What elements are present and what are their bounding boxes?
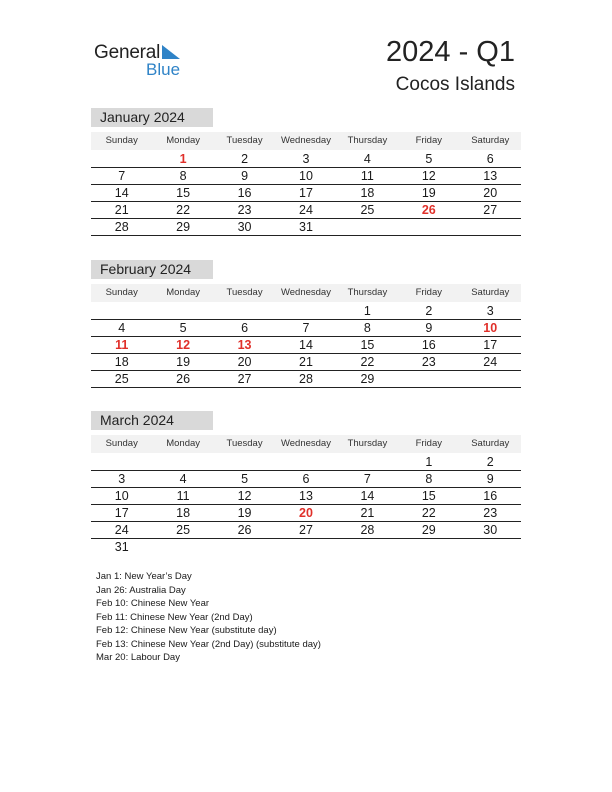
date-cell — [152, 303, 213, 319]
week-row — [91, 505, 521, 522]
date-cell: 6 — [486, 152, 494, 166]
date-cell: 25 — [360, 203, 375, 217]
date-cell: 16 — [483, 489, 498, 503]
date-cell: 30 — [483, 523, 498, 537]
date-cell: 17 — [114, 506, 129, 520]
date-cell — [398, 539, 459, 555]
date-cell: 3 — [118, 472, 126, 486]
date-cell: 24 — [299, 203, 313, 217]
date-cell: 6 — [302, 472, 310, 486]
holiday-date-cell: 11 — [115, 338, 129, 352]
date-cell: 22 — [360, 355, 375, 369]
date-cell: 31 — [299, 220, 313, 234]
month-label: January 2024 — [91, 108, 213, 127]
week-row — [91, 151, 521, 168]
date-cell: 27 — [299, 523, 313, 537]
week-row — [91, 454, 521, 471]
date-cell: 22 — [176, 203, 191, 217]
holiday-date-cell: 13 — [237, 338, 252, 352]
week-row — [91, 354, 521, 371]
month-january — [91, 108, 521, 236]
date-cell: 3 — [302, 152, 310, 166]
holiday-date-cell: 10 — [483, 321, 498, 335]
holiday-note: Feb 13: Chinese New Year (2nd Day) (substitute day) — [96, 638, 321, 650]
holiday-note: Feb 11: Chinese New Year (2nd Day) — [96, 611, 253, 623]
month-march — [91, 411, 521, 555]
week-row — [91, 219, 521, 236]
date-cell: 14 — [114, 186, 129, 200]
weekday-label: Thursday — [347, 287, 388, 298]
date-cell: 19 — [421, 186, 436, 200]
weekday-label: Saturday — [471, 135, 510, 146]
week-row — [91, 488, 521, 505]
date-cell: 21 — [360, 506, 375, 520]
holiday-note: Jan 26: Australia Day — [96, 584, 186, 596]
week-row — [91, 185, 521, 202]
date-cell: 15 — [421, 489, 436, 503]
week-row — [91, 320, 521, 337]
date-cell — [91, 303, 152, 319]
date-cell: 16 — [237, 186, 252, 200]
week-row — [91, 522, 521, 539]
holiday-notes — [96, 570, 321, 665]
logo-general-text: General — [94, 42, 161, 63]
date-cell: 21 — [299, 355, 313, 369]
date-cell: 30 — [237, 220, 252, 234]
date-cell: 10 — [114, 489, 129, 503]
weekday-label: Friday — [415, 287, 443, 298]
date-cell: 5 — [179, 321, 187, 335]
weekday-header-row — [91, 284, 521, 302]
holiday-note: Mar 20: Labour Day — [96, 652, 180, 663]
date-cell: 28 — [299, 372, 313, 386]
date-cell — [152, 539, 213, 555]
weekday-label: Saturday — [471, 438, 510, 449]
weekday-label: Friday — [415, 438, 443, 449]
weekday-header-row — [91, 132, 521, 150]
date-cell — [91, 151, 152, 167]
weekday-label: Monday — [166, 287, 201, 298]
week-row — [91, 337, 521, 354]
weekday-label: Wednesday — [280, 135, 331, 146]
date-cell: 1 — [363, 304, 371, 318]
date-cell: 31 — [114, 540, 129, 554]
weekday-label: Saturday — [471, 287, 510, 298]
date-cell — [152, 454, 213, 470]
date-cell: 11 — [176, 489, 190, 503]
holiday-note: Jan 1: New Year’s Day — [96, 571, 192, 582]
date-cell: 3 — [486, 304, 494, 318]
date-cell — [460, 219, 521, 235]
holiday-date-cell: 20 — [299, 506, 313, 520]
date-cell: 26 — [237, 523, 252, 537]
date-cell: 25 — [114, 372, 129, 386]
date-cell: 6 — [241, 321, 249, 335]
date-cell: 16 — [421, 338, 436, 352]
holiday-date-cell: 26 — [421, 203, 436, 217]
date-cell: 23 — [237, 203, 252, 217]
date-cell: 18 — [360, 186, 375, 200]
date-cell: 15 — [176, 186, 191, 200]
date-cell — [214, 454, 275, 470]
weekday-label: Monday — [166, 135, 201, 146]
date-cell: 12 — [421, 169, 436, 183]
page-title: 2024 - Q1 — [386, 36, 515, 68]
generalblue-logo — [94, 42, 194, 78]
date-cell — [214, 539, 275, 555]
month-label: March 2024 — [91, 411, 213, 430]
date-cell: 19 — [176, 355, 191, 369]
date-cell: 4 — [179, 472, 187, 486]
weekday-label: Wednesday — [280, 438, 331, 449]
date-cell: 4 — [363, 152, 371, 166]
date-cell: 21 — [114, 203, 129, 217]
date-cell: 8 — [425, 472, 433, 486]
date-cell — [398, 371, 459, 387]
date-cell: 27 — [483, 203, 498, 217]
weekday-label: Sunday — [105, 287, 138, 298]
date-cell: 2 — [425, 304, 433, 318]
date-cell — [337, 219, 398, 235]
logo-triangle-icon — [160, 44, 182, 60]
holiday-note: Feb 12: Chinese New Year (substitute day) — [96, 625, 277, 636]
date-cell: 27 — [237, 372, 252, 386]
date-cell: 8 — [179, 169, 187, 183]
date-cell: 15 — [360, 338, 375, 352]
date-cell: 29 — [360, 372, 375, 386]
date-cell — [275, 454, 336, 470]
date-cell: 24 — [483, 355, 498, 369]
holiday-date-cell: 12 — [176, 338, 191, 352]
date-cell: 28 — [360, 523, 375, 537]
holiday-date-cell: 1 — [179, 152, 187, 166]
date-cell: 17 — [299, 186, 313, 200]
weekday-label: Thursday — [347, 438, 388, 449]
date-cell: 2 — [486, 455, 494, 469]
date-cell: 12 — [237, 489, 252, 503]
date-cell: 9 — [241, 169, 249, 183]
weekday-label: Sunday — [105, 135, 138, 146]
date-cell: 18 — [114, 355, 129, 369]
date-cell: 5 — [241, 472, 249, 486]
week-row — [91, 168, 521, 185]
date-cell — [460, 539, 521, 555]
week-row — [91, 371, 521, 388]
weekday-header-row — [91, 435, 521, 453]
date-cell: 17 — [483, 338, 498, 352]
week-row — [91, 471, 521, 488]
date-cell: 13 — [299, 489, 313, 503]
weekday-label: Friday — [415, 135, 443, 146]
date-cell: 20 — [483, 186, 498, 200]
date-cell: 26 — [176, 372, 191, 386]
date-cell: 7 — [363, 472, 371, 486]
weekday-label: Wednesday — [280, 287, 331, 298]
date-cell — [460, 371, 521, 387]
month-label: February 2024 — [91, 260, 213, 279]
date-cell: 23 — [421, 355, 436, 369]
date-cell: 4 — [118, 321, 126, 335]
date-cell: 8 — [363, 321, 371, 335]
date-cell: 19 — [237, 506, 252, 520]
date-cell: 7 — [302, 321, 310, 335]
date-cell: 2 — [241, 152, 249, 166]
date-cell — [275, 539, 336, 555]
date-cell — [398, 219, 459, 235]
week-row — [91, 202, 521, 219]
date-cell: 1 — [425, 455, 433, 469]
date-cell: 28 — [114, 220, 129, 234]
date-cell: 5 — [425, 152, 433, 166]
date-cell: 24 — [114, 523, 129, 537]
page-subtitle: Cocos Islands — [395, 74, 515, 95]
week-row — [91, 303, 521, 320]
week-row — [91, 539, 521, 555]
date-cell: 20 — [237, 355, 252, 369]
date-cell: 7 — [118, 169, 126, 183]
date-cell — [91, 454, 152, 470]
date-cell — [337, 539, 398, 555]
logo-blue-text: Blue — [146, 60, 181, 79]
weekday-label: Sunday — [105, 438, 138, 449]
date-cell: 11 — [360, 169, 374, 183]
date-cell — [275, 303, 336, 319]
date-cell: 10 — [299, 169, 313, 183]
date-cell: 14 — [299, 338, 313, 352]
date-cell: 9 — [486, 472, 494, 486]
date-cell: 18 — [176, 506, 191, 520]
date-cell: 23 — [483, 506, 498, 520]
weekday-label: Tuesday — [226, 287, 263, 298]
date-cell: 29 — [421, 523, 436, 537]
date-cell: 9 — [425, 321, 433, 335]
weekday-label: Thursday — [347, 135, 388, 146]
weekday-label: Tuesday — [226, 438, 263, 449]
date-cell — [337, 454, 398, 470]
weekday-label: Tuesday — [226, 135, 263, 146]
date-cell: 29 — [176, 220, 191, 234]
date-cell: 14 — [360, 489, 375, 503]
holiday-note: Feb 10: Chinese New Year — [96, 598, 210, 609]
date-cell: 22 — [421, 506, 436, 520]
weekday-label: Monday — [166, 438, 201, 449]
date-cell — [214, 303, 275, 319]
month-february — [91, 260, 521, 388]
date-cell: 25 — [176, 523, 191, 537]
date-cell: 13 — [483, 169, 498, 183]
